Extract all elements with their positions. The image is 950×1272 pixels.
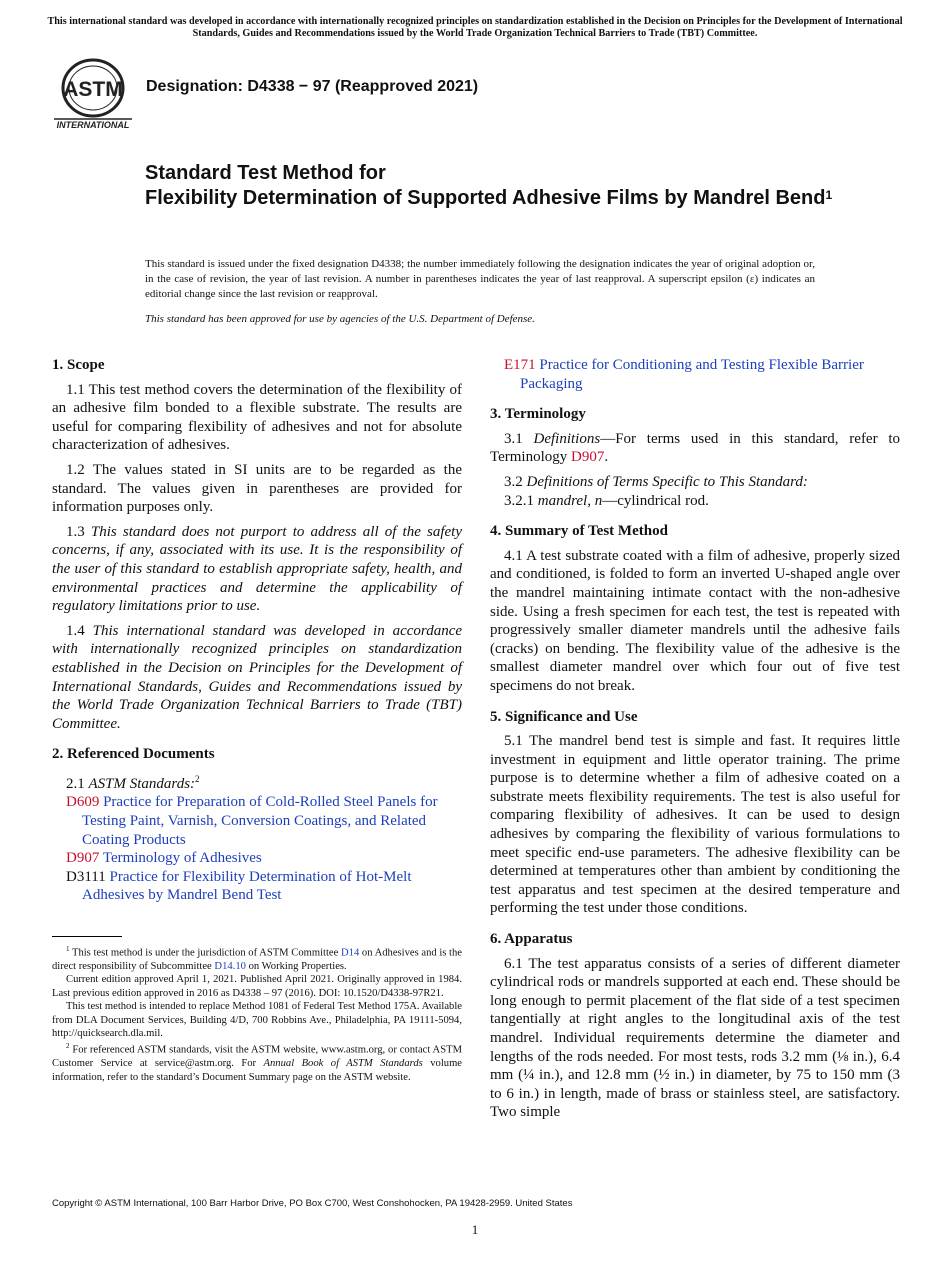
scope-1-1: 1.1 This test method covers the determination of the flexibility of an adhesive film bonded to a flexible substrate. The results are useful for comparing flexibility of adhesives and not for absolute characterization of adhesives.	[52, 381, 462, 454]
approved-note: This standard has been approved for use by agencies of the U.S. Department of Defense.	[145, 313, 535, 325]
title-line-2: Flexibility Determination of Supported Adhesive Films by Mandrel Bend	[145, 186, 826, 209]
reference-d609[interactable]: D609 Practice for Preparation of Cold-Rolled Steel Panels for Testing Paint, Varnish, Conversion Coatings, and Related Coating Products	[66, 794, 438, 848]
references-2-1: 2.1 ASTM Standards:$^2$	[66, 773, 200, 792]
reference-d907[interactable]: D907 Terminology of Adhesives	[66, 850, 262, 867]
summary-heading: 4. Summary of Test Method	[490, 523, 668, 540]
terminology-d907-link[interactable]: D907	[571, 449, 605, 466]
scope-1-2: 1.2 The values stated in SI units are to be regarded as the standard. The values given in parentheses are provided for information purposes only.	[52, 461, 462, 516]
apparatus-heading: 6. Apparatus	[490, 931, 573, 948]
footnote-2: $^2$ For referenced ASTM standards, visit the ASTM website, www.astm.org, or contact ASTM Customer Service at service@astm.org. For Annual Book of ASTM Standards volume information, refer to the standard’s Document Summary page on the ASTM website.	[52, 1042, 463, 1083]
top-notice: This international standard was developed in accordance with internationally recognized principles on standardization established in the Decision on Principles for the Development of International Standards, Guides and Recommendations issued by the World Trade Organization Technical Barriers to Trade (TBT) Committee.	[47, 16, 903, 39]
significance-heading: 5. Significance and Use	[490, 708, 638, 725]
left-column	[52, 356, 462, 905]
footnote-replace: This test method is intended to replace Method 1081 of Federal Test Method 175A. Available from DLA Document Services, Building 4/D, 700 Robbins Ave., Philadelphia, PA 19111-5094, http://quicksearch.dla.mil.	[52, 1001, 462, 1039]
svg-text:INTERNATIONAL: INTERNATIONAL	[56, 120, 130, 130]
terminology-3-1: 3.1 Definitions—For terms used in this standard, refer to Terminology D907.	[490, 430, 901, 466]
issued-note: This standard is issued under the fixed designation D4338; the number immediately following the designation indicates the year of original adoption or, in the case of revision, the year of last revision. A number in parentheses indicates the year of last reapproval. A superscript epsilon (ε) indicates an editorial change since the last revision or reapproval.	[145, 258, 815, 300]
page-number: 1	[471, 1222, 479, 1237]
footnote-rule	[52, 936, 122, 937]
reference-d3111[interactable]: D3111 Practice for Flexibility Determination of Hot-Melt Adhesives by Mandrel Bend Test	[66, 868, 412, 904]
summary-4-1: 4.1 A test substrate coated with a film of adhesive, properly sized and conditioned, is folded to form an inverted U-shaped angle over the mandrel maintaining intimate contact with the non-adhesive side. Using a fresh specimen for each test, the test is repeated with progressively smaller diameter mandrels until the adhesive fails (cracks) on bending. The flexibility value of the adhesive is the smallest diameter mandrel over which four out of five test specimens do not break.	[490, 547, 900, 694]
title-footnote-mark: 1	[825, 187, 833, 202]
footnote-1: $^1$ This test method is under the jurisdiction of ASTM Committee D14 on Adhesives and is the direct responsibility of Subcommittee D14.10 on Working Properties.	[52, 945, 462, 972]
designation: Designation: D4338 − 97 (Reapproved 2021)	[146, 78, 479, 95]
terminology-3-2: 3.2 Definitions of Terms Specific to This Standard:	[504, 473, 808, 490]
footnotes	[52, 936, 462, 1084]
scope-heading: 1. Scope	[52, 357, 105, 373]
document-title	[145, 161, 845, 210]
references-heading: 2. Referenced Documents	[52, 746, 215, 763]
astm-logo	[52, 58, 134, 132]
significance-5-1: 5.1 The mandrel bend test is simple and fast. It requires little investment in equipment and little operator training. The prime purpose is to determine whether a film of adhesive coated on a substrate meets flexibility requirements. The test is also useful for comparing flexibility of adhesives. It can be used to design adhesives by comparing the flexibility of various formulations to meet specific end-use parameters. The adhesive flexibility can be determined at temperatures other than ambient by conditioning the test apparatus and test specimen at the desired temperature and performing the test under those conditions.	[490, 733, 900, 917]
subcommittee-d14-10-link[interactable]: D14.10	[214, 960, 246, 972]
copyright-line: Copyright © ASTM International, 100 Barr Harbor Drive, PO Box C700, West Conshohocken, PA 19428-2959. United States	[52, 1198, 573, 1209]
reference-e171[interactable]: E171 Practice for Conditioning and Testing Flexible Barrier Packaging	[504, 357, 864, 392]
committee-d14-link[interactable]: D14	[341, 947, 360, 959]
right-column	[490, 356, 900, 1122]
apparatus-6-1: 6.1 The test apparatus consists of a series of different diameter cylindrical rods or mandrels supported at each end. These should be long enough to permit placement of the flat side of a test specimen tangentially at right angles to the longitudinal axis of the test mandrel. Individual requirements determine the diameter and lengths of the rods needed. For most tests, rods 3.2 mm (⅛ in.), 6.4 mm (¼ in.), and 12.8 mm (½ in.) in diameter, by 75 to 150 mm (3 to 6 in.) in length, made of brass or stainless steel, are satisfactory. Two simple	[490, 955, 900, 1121]
svg-text:ASTM: ASTM	[63, 78, 123, 101]
footnote-edition: Current edition approved April 1, 2021. Published April 2021. Originally approved in 1984. Last previous edition approved in 2016 as D4338 – 97 (2016). DOI: 10.1520/D4338-97R21.	[52, 974, 462, 999]
terminology-heading: 3. Terminology	[490, 406, 586, 423]
scope-1-4: 1.4 This international standard was developed in accordance with internationally recognized principles on standardization established in the Decision on Principles for the Development of International Standards, Guides and Recommendations issued by the World Trade Organization Technical Barriers to Trade (TBT) Committee.	[52, 622, 463, 732]
scope-1-3: 1.3 This standard does not purport to address all of the safety concerns, if any, associated with its use. It is the responsibility of the user of this standard to establish appropriate safety, health, and environmental practices and determine the applicability of regulatory limitations prior to use.	[52, 523, 463, 615]
terminology-3-2-1: 3.2.1 mandrel, n—cylindrical rod.	[504, 492, 709, 509]
title-line-1: Standard Test Method for	[145, 162, 386, 184]
